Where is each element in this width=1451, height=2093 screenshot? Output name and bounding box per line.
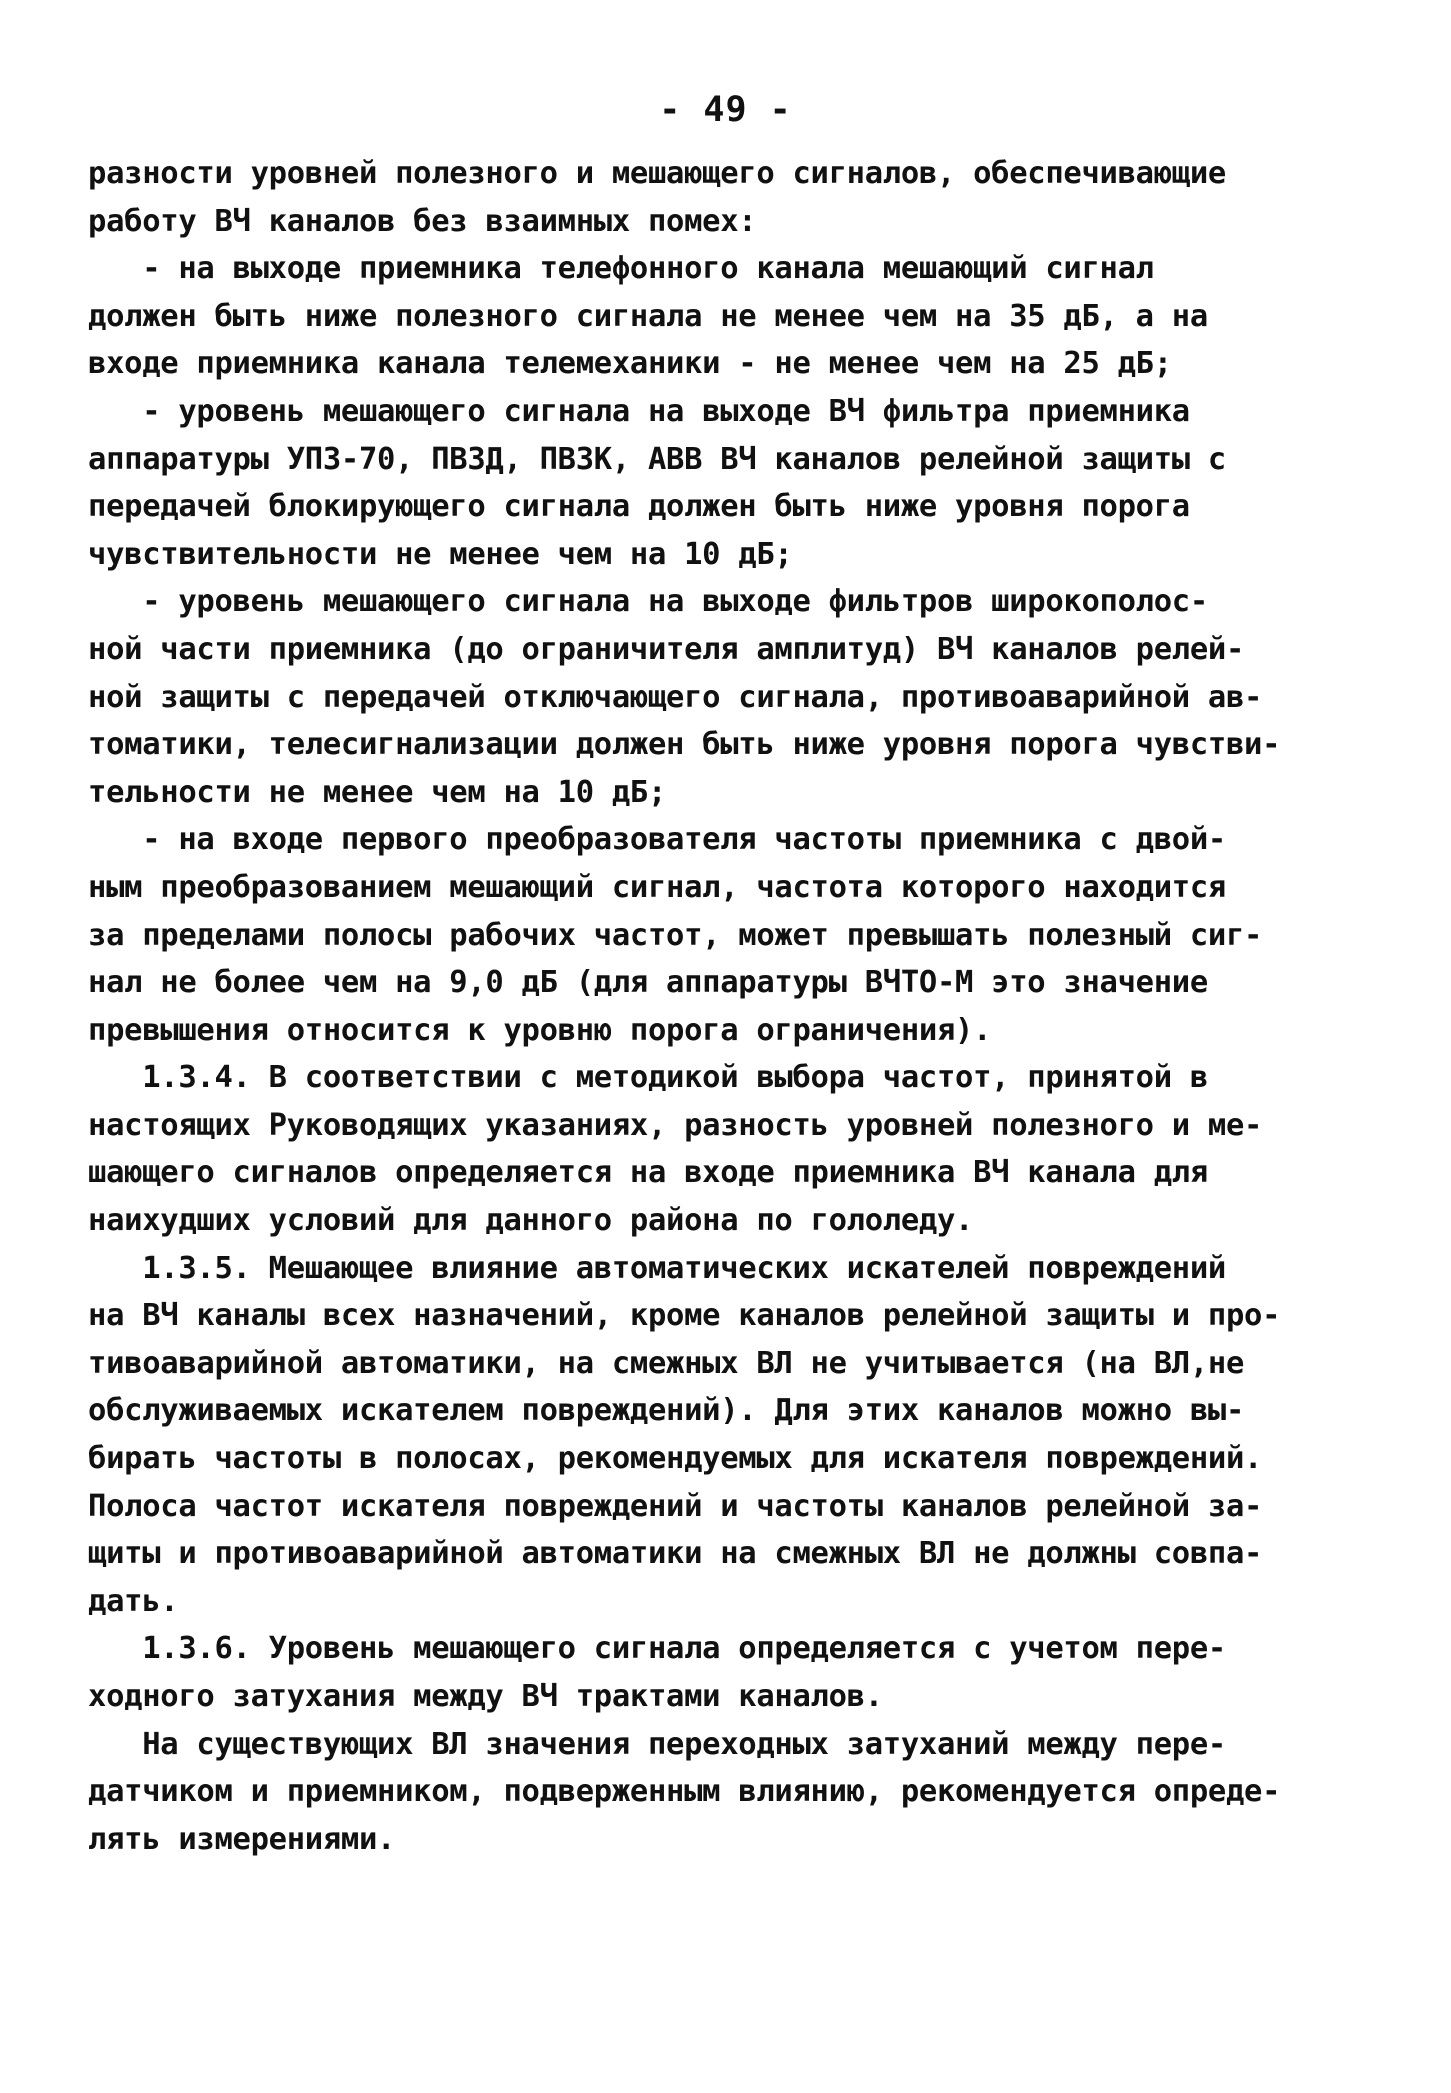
text-line: превышения относится к уровню порога ограничения). [88, 1012, 992, 1048]
text-line: томатики, телесигнализации должен быть ниже уровня порога чувстви- [88, 727, 1281, 763]
text-line: работу ВЧ каналов без взаимных помех: [88, 203, 757, 239]
text-line: аппаратуры УПЗ-70, ПВЗД, ПВЗК, АВВ ВЧ каналов релейной защиты с [88, 441, 1226, 477]
text-line: тивоаварийной автоматики, на смежных ВЛ не учитывается (на ВЛ,не [88, 1345, 1245, 1381]
text-line: 1.3.6. Уровень мешающего сигнала определяется с учетом пере- [88, 1631, 1226, 1667]
text-line: - на выходе приемника телефонного канала мешающий сигнал [88, 251, 1154, 287]
text-line: 1.3.4. В соответствии с методикой выбора частот, принятой в [88, 1060, 1208, 1096]
body-text [88, 150, 1378, 1863]
text-line: 1.3.5. Мешающее влияние автоматических искателей повреждений [88, 1250, 1226, 1286]
text-line: - уровень мешающего сигнала на выходе ВЧ фильтра приемника [88, 393, 1190, 429]
text-line: ной защиты с передачей отключающего сигнала, противоаварийной ав- [88, 679, 1263, 715]
page-number: - 49 - [659, 90, 792, 130]
text-line: входе приемника канала телемеханики - не менее чем на 25 дБ; [88, 346, 1172, 382]
text-line: дать. [88, 1583, 179, 1619]
text-line: разности уровней полезного и мешающего сигналов, обеспечивающие [88, 156, 1226, 191]
text-line: на ВЧ каналы всех назначений, кроме каналов релейной защиты и про- [88, 1298, 1281, 1334]
text-line: обслуживаемых искателем повреждений). Для этих каналов можно вы- [88, 1393, 1245, 1429]
text-line: тельности не менее чем на 10 дБ; [88, 774, 667, 810]
text-line: бирать частоты в полосах, рекомендуемых для искателя повреждений. [88, 1441, 1263, 1477]
text-line: - на входе первого преобразователя частоты приемника с двой- [88, 822, 1226, 858]
text-line: нал не более чем на 9,0 дБ (для аппаратуры ВЧТО-М это значение [88, 965, 1208, 1001]
text-line: датчиком и приемником, подверженным влиянию, рекомендуется опреде- [88, 1774, 1281, 1810]
text-line: настоящих Руководящих указаниях, разность уровней полезного и ме- [88, 1107, 1263, 1143]
text-line: На существующих ВЛ значения переходных затуханий между пере- [88, 1726, 1226, 1762]
text-line: за пределами полосы рабочих частот, может превышать полезный сиг- [88, 917, 1263, 953]
text-line: Полоса частот искателя повреждений и частоты каналов релейной за- [88, 1488, 1263, 1524]
text-line: должен быть ниже полезного сигнала не менее чем на 35 дБ, а на [88, 298, 1208, 334]
text-line: лять измерениями. [88, 1821, 396, 1857]
text-line: ходного затухания между ВЧ трактами каналов. [88, 1679, 883, 1714]
text-line: чувствительности не менее чем на 10 дБ; [88, 536, 793, 572]
text-line: щиты и противоаварийной автоматики на смежных ВЛ не должны совпа- [88, 1536, 1263, 1572]
text-line: передачей блокирующего сигнала должен быть ниже уровня порога [88, 489, 1190, 525]
text-line: - уровень мешающего сигнала на выходе фильтров широкополос- [88, 584, 1208, 620]
text-line: ным преобразованием мешающий сигнал, частота которого находится [88, 869, 1226, 905]
text-line: наихудших условий для данного района по гололеду. [88, 1203, 974, 1239]
text-line: ной части приемника (до ограничителя амплитуд) ВЧ каналов релей- [88, 631, 1245, 667]
text-line: шающего сигналов определяется на входе приемника ВЧ канала для [88, 1155, 1208, 1191]
